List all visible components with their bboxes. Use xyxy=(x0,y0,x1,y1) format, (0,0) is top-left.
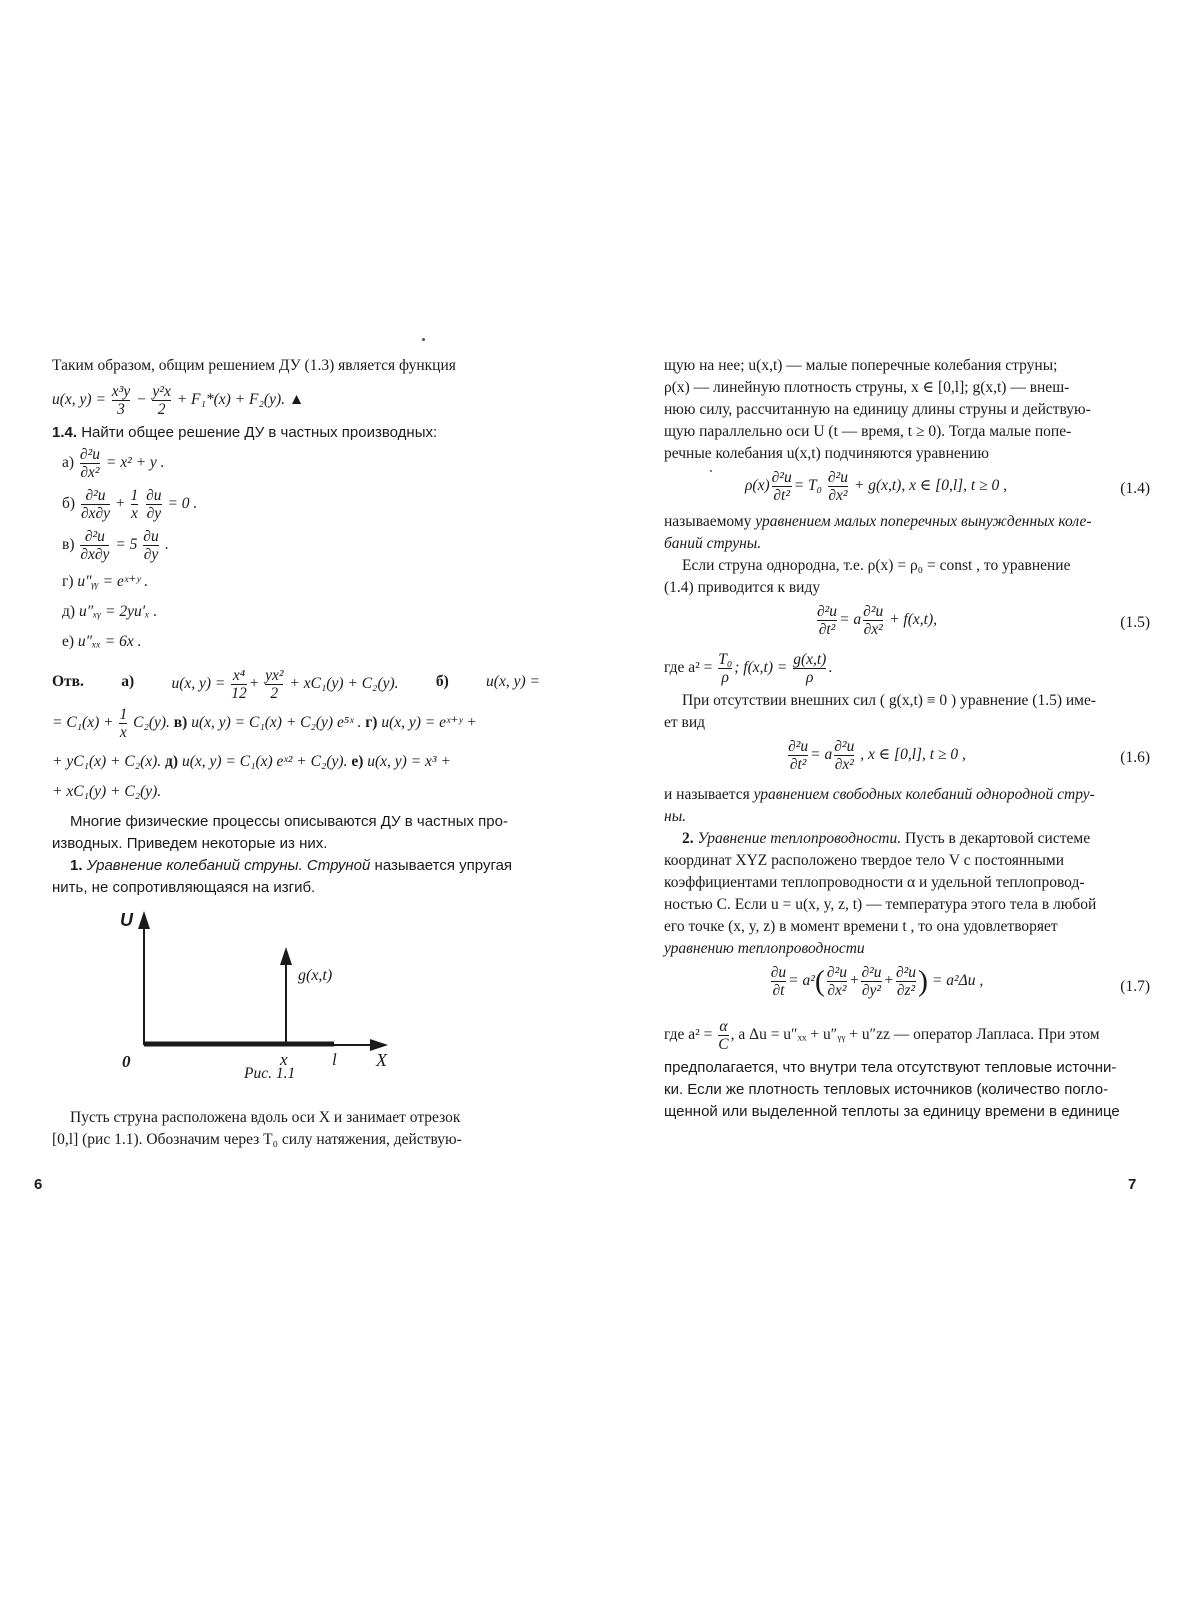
where-line-1: где a² = $\frac{\text{T₀}}{\rho}$ ; f(x,t) = $\frac{g(x,t)}{\rho}$ . xyxy=(664,651,833,686)
named-paragraph-2: и называется уравнением свободных колебаний однородной стру- ны. xyxy=(664,786,1095,825)
page-number-left: 6 xyxy=(34,1176,43,1193)
paragraph-string: Пусть струна расположена вдоль оси X и занимает отрезок [0,l] (рис 1.1). Обозначим через T₀ силу натяжения, действую- xyxy=(52,1109,462,1148)
named-paragraph-1: называемому уравнением малых поперечных вынужденных коле- баний струны. xyxy=(664,513,1092,552)
equation-number: (1.6) xyxy=(1120,749,1150,766)
problem-item-g: г) u″ᵧᵧ = eˣ⁺ʸ . xyxy=(62,573,149,590)
figure-caption: Рис. 1.1 xyxy=(244,1065,296,1082)
intro-line: Таким образом, общим решением ДУ (1.3) является функция xyxy=(52,357,456,374)
end-triangle-icon: ▲ xyxy=(288,391,305,409)
left-page xyxy=(52,355,540,1151)
where-line-2: где a² = $\frac{\alpha}{C}$ , а Δu = u″ₓₓ + u″ᵧᵧ + u″zz — оператор Лапласа. При этом xyxy=(664,1018,1100,1053)
answer-block xyxy=(52,667,540,807)
string-diagram xyxy=(52,903,540,1103)
problem-item-b: б) $\frac{\text{∂²u}}{\partial x\partial y}$ + $\frac{1}{x}$ $\frac{\partial u}{\partial y}$ = 0 . xyxy=(62,487,198,522)
text-line: щую на нее; u(x,t) — малые поперечные колебания струны; xyxy=(664,357,1058,374)
fraction: $\frac{\text{x³y}}{3}$ xyxy=(111,383,131,418)
force-label: g(x,t) xyxy=(298,967,333,984)
answer-line-1: Отв. а) u(x, y) = $\frac{\text{x⁴}}{12}$ + $\frac{\text{yx²}}{2}$ + xC₁(y) + C₂(y). б) u(x, y) = xyxy=(52,667,540,702)
no-force-paragraph: При отсутствии внешних сил ( g(x,t) ≡ 0 ) уравнение (1.5) име- ет вид xyxy=(664,692,1097,731)
equation-1-4: ρ(x) $\frac{\text{∂²u}}{\text{∂t²}}$ = T₀ $\frac{\text{∂²u}}{\text{∂x²}}$ + g(x,t), x ∈ [0,l], t ≥ 0 , (1.4) xyxy=(744,469,1150,504)
equation-1-5: $\frac{\text{∂²u}}{\text{∂t²}}$ = a $\frac{\text{∂²u}}{\text{∂x²}}$ + f(x,t), (1.5) xyxy=(817,603,1150,638)
problem-item-a: а) $\frac{\text{∂²u}}{\text{∂x²}}$ = x² + y . xyxy=(62,446,165,481)
homogeneous-paragraph: Если струна однородна, т.е. ρ(x) = ρ₀ = const , то уравнение (1.4) приводится к виду xyxy=(664,557,1071,596)
closing-paragraph: предполагается, что внутри тела отсутствуют тепловые источни- ки. Если же плотность тепловых источников (количество погло- щенной или выделенной теплоты за единицу времени в единице xyxy=(664,1059,1120,1120)
equation-number: (1.5) xyxy=(1120,614,1150,631)
text-line: щую параллельно оси U (t — время, t ≥ 0). Тогда малые попе- xyxy=(664,423,1072,440)
answer-line-4: + xC₁(y) + C₂(y). xyxy=(52,783,162,800)
page-number-right: 7 xyxy=(1128,1176,1137,1193)
equation-1-7: $\frac{\partial u}{\partial t}$ = a²( $\frac{\text{∂²u}}{\text{∂x²}}$ + $\frac{\text{∂²u}}{\text{∂y²}}$ + $\frac{\text{∂²u}}{\text{∂z²}}$ ) = a²Δu , (1.7) xyxy=(770,964,1150,999)
text-line: ρ(x) — линейную плотность струны, x ∈ [0,l]; g(x,t) — внеш- xyxy=(664,379,1070,396)
fraction: $\frac{\text{y²x}}{2}$ xyxy=(152,383,171,418)
equation-number: (1.4) xyxy=(1120,480,1150,497)
section-2: 2. Уравнение теплопроводности. Пусть в декартовой системе координат XYZ расположено твердое тело V с постоянными коэффициентами теплопроводности α и удельной теплопровод- ностью C. Если u = u(x, y, z, t) — температура этого тела в любой его точке (x, y, z) в момент времени t , то она удовлетворяет уравнению теплопроводности xyxy=(664,830,1097,957)
figure-string xyxy=(52,903,540,1103)
l-mark-label: l xyxy=(332,1050,337,1069)
u-axis-label: U xyxy=(120,910,133,930)
equation-1-6: $\frac{\text{∂²u}}{\text{∂t²}}$ = a $\frac{\text{∂²u}}{\text{∂x²}}$ , x ∈ [0,l], t ≥ 0 , (1.6) xyxy=(788,738,1150,773)
problem-item-d: д) u″ₓᵧ = 2yu′ₓ . xyxy=(62,603,158,620)
force-arrow-icon xyxy=(280,947,292,965)
problem-item-v: в) $\frac{\text{∂²u}}{\partial x\partial y}$ = 5 $\frac{\partial u}{\partial y}$ . xyxy=(62,528,169,563)
answer-line-2: = C₁(x) + $\frac{1}{x}$ C₂(y). в) u(x, y) = C₁(x) + C₂(y) e⁵ˣ . г) u(x, y) = eˣ⁺ʸ + xyxy=(52,706,477,741)
origin-label: 0 xyxy=(122,1052,131,1071)
scan-speck xyxy=(710,470,712,472)
problem-heading: 1.4. Найти общее решение ДУ в частных производных: xyxy=(52,424,438,441)
text-line: нюю силу, рассчитанную на единицу длины струны и действую- xyxy=(664,401,1091,418)
x-axis-label: X xyxy=(376,1050,387,1070)
section-1: 1. Уравнение колебаний струны. Струной называется упругая нить, не сопротивляющаяся на изгиб. xyxy=(52,857,513,896)
text-line: речные колебания u(x,t) подчиняются уравнению xyxy=(664,445,989,462)
general-solution-formula: u(x, y) = $\frac{\text{x³y}}{3}$ − $\frac{\text{y²x}}{2}$ + F₁*(x) + F₂(y). ▲ xyxy=(52,383,305,418)
u-axis-arrow-icon xyxy=(138,911,150,929)
right-page xyxy=(664,355,1158,1123)
paragraph-intro: Многие физические процессы описываются ДУ в частных про- изводных. Приведем некоторые из них. xyxy=(52,813,508,852)
answer-line-3: + yC₁(x) + C₂(x). д) u(x, y) = C₁(x) eˣ² + C₂(y). е) u(x, y) = x³ + xyxy=(52,753,451,770)
x-mark-label: x xyxy=(280,1050,288,1069)
problem-item-e: е) u″ₓₓ = 6x . xyxy=(62,633,142,650)
scan-speck xyxy=(422,338,425,341)
equation-number: (1.7) xyxy=(1120,978,1150,995)
